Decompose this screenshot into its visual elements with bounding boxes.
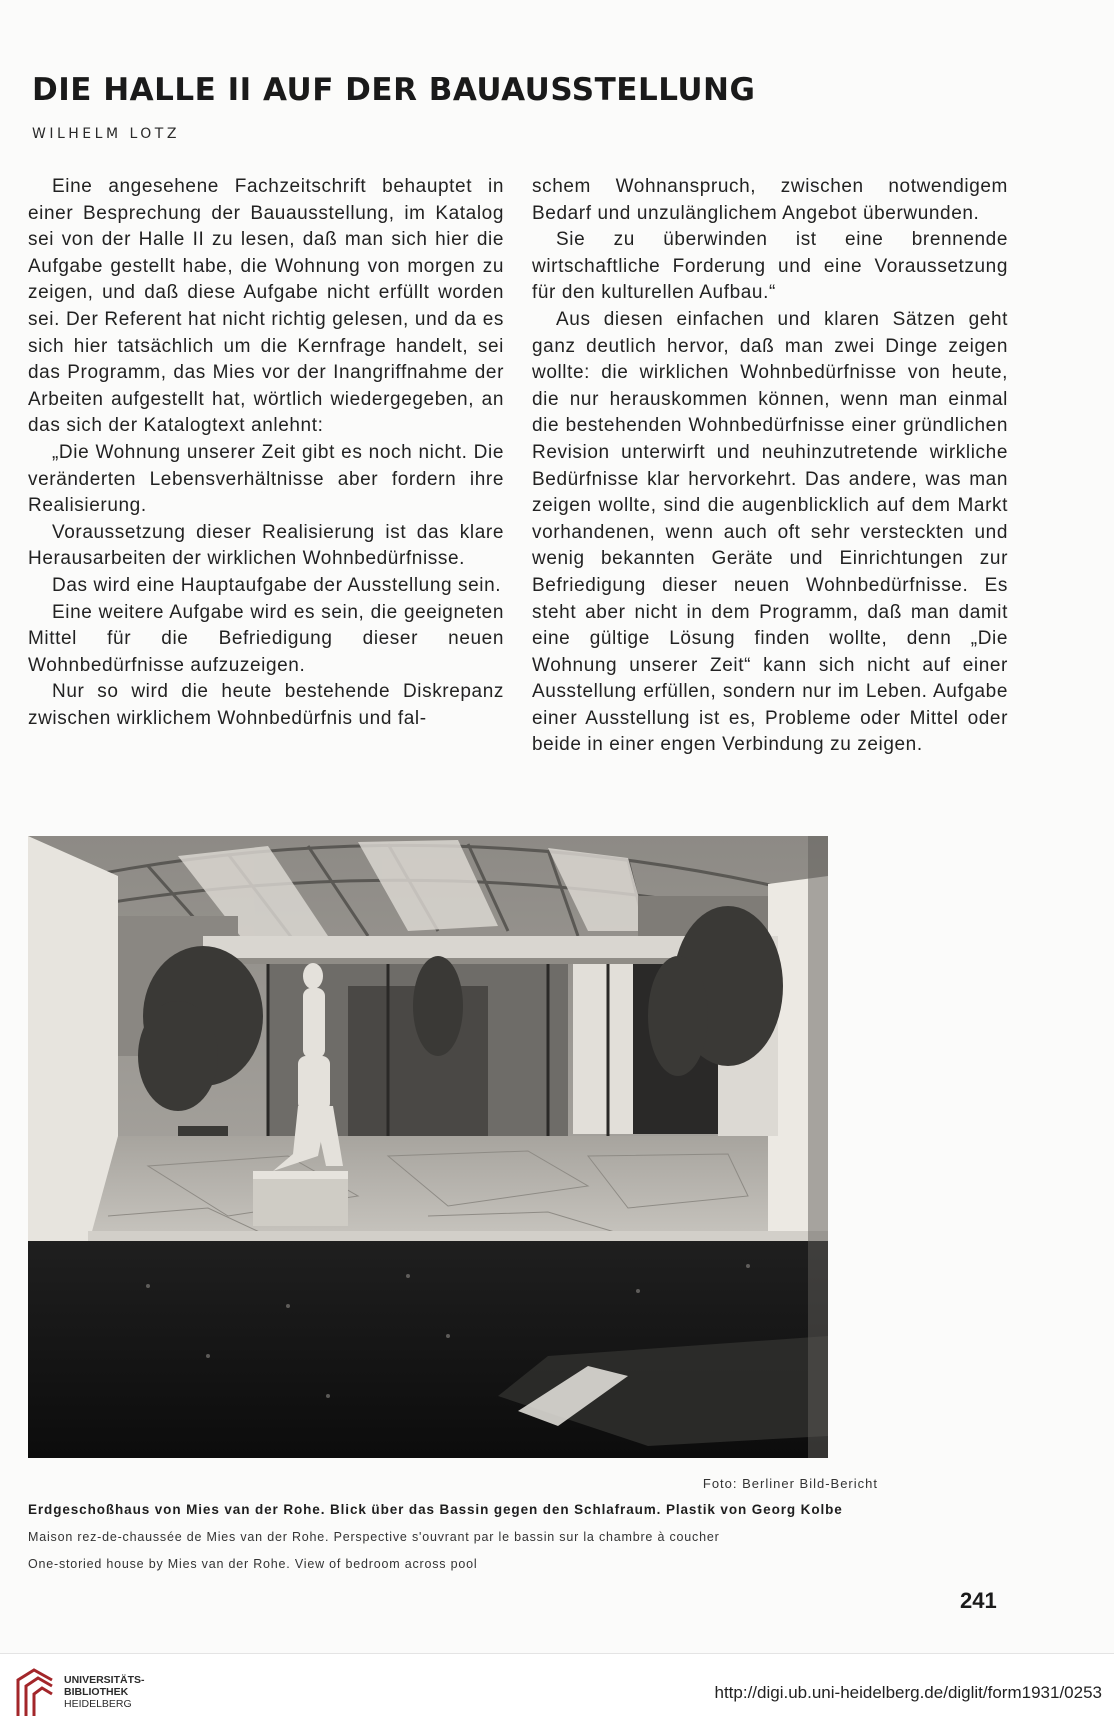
- library-name-line: BIBLIOTHEK: [64, 1686, 129, 1698]
- library-name: [64, 1674, 145, 1710]
- text-column-right: [532, 174, 1008, 759]
- paragraph: Sie zu überwinden ist eine brennende wirtschaftliche Forderung und eine Voraussetzung für den kulturellen Aufbau.“: [532, 229, 1008, 304]
- viewer-footer: [0, 1653, 1114, 1735]
- paragraph: „Die Wohnung unserer Zeit gibt es noch nicht. Die veränderten Lebensverhältnisse aber fordern ihre Realisierung.: [28, 441, 504, 517]
- paragraph: Nur so wird die heute bestehende Diskrepanz zwischen wirklichem Wohnbedürfnis und fal-: [28, 681, 504, 729]
- caption-english: One-storied house by Mies van der Rohe. View of bedroom across pool: [28, 1557, 478, 1571]
- photo-credit: Foto: Berliner Bild-Bericht: [702, 1476, 878, 1491]
- library-name-line: UNIVERSITÄTS-: [64, 1674, 145, 1686]
- article-author: WILHELM LOTZ: [32, 126, 180, 142]
- article-title: DIE HALLE II AUF DER BAUAUSSTELLUNG: [32, 72, 756, 108]
- paragraph-continuation: schem Wohnanspruch, zwischen notwendigem Bedarf und unzulänglichem Angebot überwunden.: [532, 176, 1008, 224]
- paragraph: Eine angesehene Fachzeitschrift behauptet in einer Besprechung der Bauausstellung, im Katalog sei von der Halle II zu lesen, daß man sich hier die Aufgabe gestellt habe, die Wohnung von morgen zu zeigen, und daß diese Aufgabe nicht erfüllt worden sei. Der Referent hat nicht richtig gelesen, und da es sich hier tatsächlich um die Kernfrage handelt, sei das Programm, das Mies vor der Inangriffnahme der Arbeiten aufgestellt hat, wörtlich wiedergegeben, an das sich der Katalogtext anlehnt:: [28, 176, 504, 437]
- paragraph: Aus diesen einfachen und klaren Sätzen geht ganz deutlich hervor, daß man zwei Dinge zeigen wollte: die wirklichen Wohnbedürfnisse von heute, die nur herauskommen können, wenn man einmal die bestehenden Wohnbedürfnisse einer gründlichen Revision unterwirft und neuhinzutretende wirkliche Bedürfnisse klar hervorkehrt. Das andere, was man zeigen wollte, sind die augenblicklich auf dem Markt vorhandenen, wenn auch oft sehr versteckten und wenig bekannten Geräte und Einrichtungen zur Befriedigung dieser neuen Wohnbedürfnisse. Es steht aber nicht in dem Programm, daß man damit eine gültige Lösung finden wollte, denn „Die Wohnung unserer Zeit“ kann sich nicht auf einer Ausstellung erfüllen, sondern nur im Leben. Aufgabe einer Ausstellung ist es, Probleme oder Mittel oder beide in einer engen Verbindung zu zeigen.: [532, 308, 1008, 756]
- paragraph: Das wird eine Hauptaufgabe der Ausstellung sein.: [52, 574, 502, 596]
- caption-french: Maison rez-de-chaussée de Mies van der Rohe. Perspective s'ouvrant par le bassin sur la chambre à coucher: [28, 1530, 720, 1544]
- caption-german: Erdgeschoßhaus von Mies van der Rohe. Blick über das Bassin gegen den Schlafraum. Plastik von Georg Kolbe: [28, 1502, 843, 1517]
- document-url-link[interactable]: http://digi.ub.uni-heidelberg.de/diglit/form1931/0253: [714, 1683, 1102, 1702]
- page-number: 241: [960, 1588, 997, 1613]
- library-name-line: HEIDELBERG: [64, 1698, 132, 1710]
- photo-illustration: [28, 836, 878, 1458]
- paragraph: Eine weitere Aufgabe wird es sein, die geeigneten Mittel für die Befriedigung dieser neuen Wohnbedürfnisse aufzuzeigen.: [28, 601, 504, 676]
- library-logo-icon[interactable]: [12, 1666, 58, 1722]
- exhibition-photo: [28, 836, 878, 1458]
- paragraph: Voraussetzung dieser Realisierung ist das klare Herausarbeiten der wirklichen Wohnbedürfnisse.: [28, 521, 504, 570]
- text-column-left: [28, 174, 504, 732]
